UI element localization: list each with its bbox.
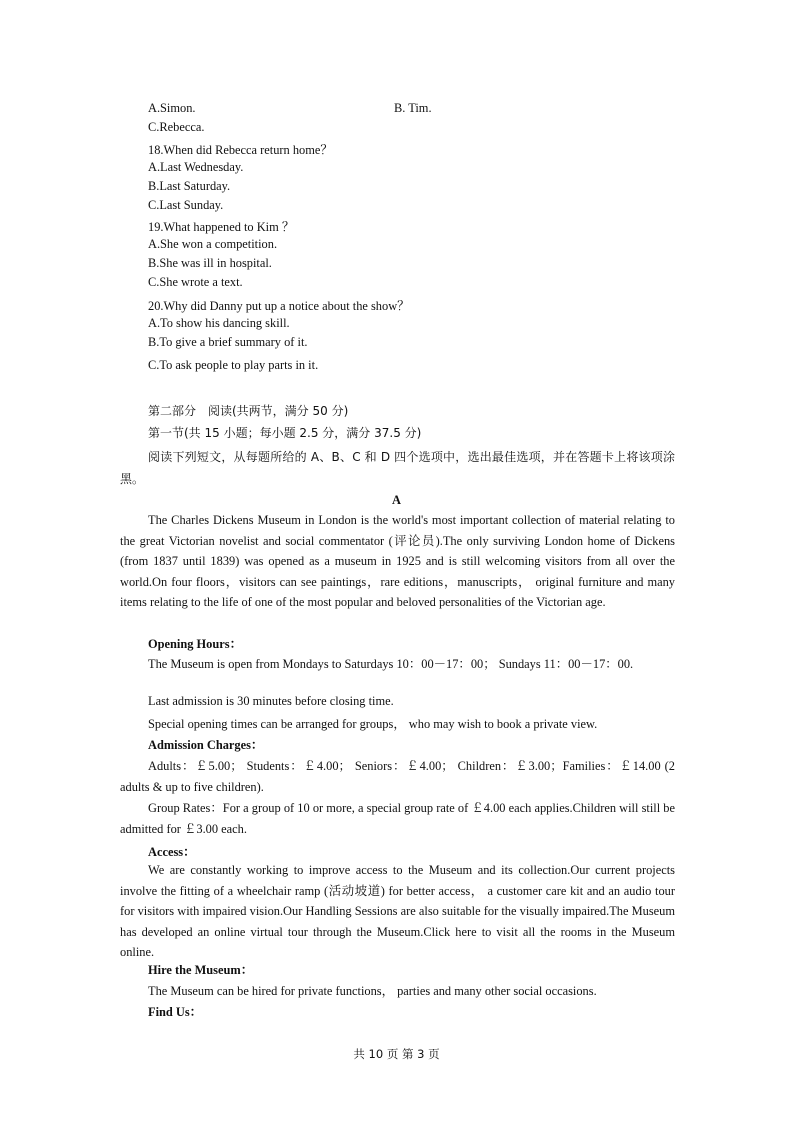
passage-letter: A <box>392 493 401 507</box>
question-19: 19.What happened to Kim ？ <box>148 220 295 234</box>
opening-hours-heading: Opening Hours： <box>148 637 242 651</box>
page-footer: 共 10 页 第 3 页 <box>353 1047 440 1061</box>
option-18c: C.Last Sunday. <box>148 198 224 212</box>
group-rates: Group Rates：For a group of 10 or more, a special group rate of ￡4.00 each applies.Children will still be admitted for ￡3.00 each. <box>120 801 675 836</box>
option-19b: B.She was ill in hospital. <box>148 256 272 270</box>
option-20a: A.To show his dancing skill. <box>148 316 290 330</box>
admission-heading: Admission Charges： <box>148 738 264 752</box>
option-20c: C.To ask people to play parts in it. <box>148 358 319 372</box>
option-17b: B. Tim. <box>394 101 432 115</box>
instructions: 阅读下列短文，从每题所给的 A、B、C 和 D 四个选项中，选出最佳选项，并在答题卡上将该项涂黑。 <box>120 450 675 486</box>
access-heading: Access： <box>148 845 196 859</box>
option-19a: A.She won a competition. <box>148 237 278 251</box>
admission-text: Adults：￡5.00； Students：￡4.00； Seniors：￡4.00； Children：￡3.00；Families：￡14.00 (2 adults & up to five children). <box>120 759 675 794</box>
option-20b: B.To give a brief summary of it. <box>148 335 308 349</box>
last-admission: Last admission is 30 minutes before closing time. <box>148 694 394 708</box>
opening-hours-text: The Museum is open from Mondays to Saturdays 10：00－17：00； Sundays 11：00－17：00. <box>148 657 634 671</box>
hire-text: The Museum can be hired for private functions， parties and many other social occasions. <box>148 984 597 998</box>
question-18: 18.When did Rebecca return home？ <box>148 143 333 157</box>
question-20: 20.Why did Danny put up a notice about the show？ <box>148 299 410 313</box>
hire-heading: Hire the Museum： <box>148 963 254 977</box>
option-18b: B.Last Saturday. <box>148 179 231 193</box>
option-17a: A.Simon. <box>148 101 196 115</box>
option-17c: C.Rebecca. <box>148 120 205 134</box>
section-title: 第一节(共 15 小题；每小题 2.5 分，满分 37.5 分) <box>148 426 422 440</box>
option-18a: A.Last Wednesday. <box>148 160 244 174</box>
access-text: We are constantly working to improve access to the Museum and its collection.Our current projects involve the fitting of a wheelchair ramp (活动坡道) for better access， a customer care kit and an audio tour for visitors with impaired vision.Our Handling Sessions are also suitable for the visually impaired.The Museum has developed an online virtual tour through the Museum.Click here to visit all the rooms in the Museum online. <box>120 863 675 959</box>
option-19c: C.She wrote a text. <box>148 275 243 289</box>
special-opening: Special opening times can be arranged for groups， who may wish to book a private view. <box>148 717 598 731</box>
passage-intro: The Charles Dickens Museum in London is the world's most important collection of material relating to the great Victorian novelist and social commentator (评论员).The only surviving London home of Dickens (from 1837 until 1839) was opened as a museum in 1925 and is still welcoming visitors from all over the world.On four floors，visitors can see paintings，rare editions，manuscripts， original furniture and many items relating to the life of one of the most popular and beloved personalities of the Victorian age. <box>120 513 675 609</box>
find-us-heading: Find Us： <box>148 1005 203 1019</box>
part-title: 第二部分 阅读(共两节，满分 50 分) <box>148 404 349 418</box>
